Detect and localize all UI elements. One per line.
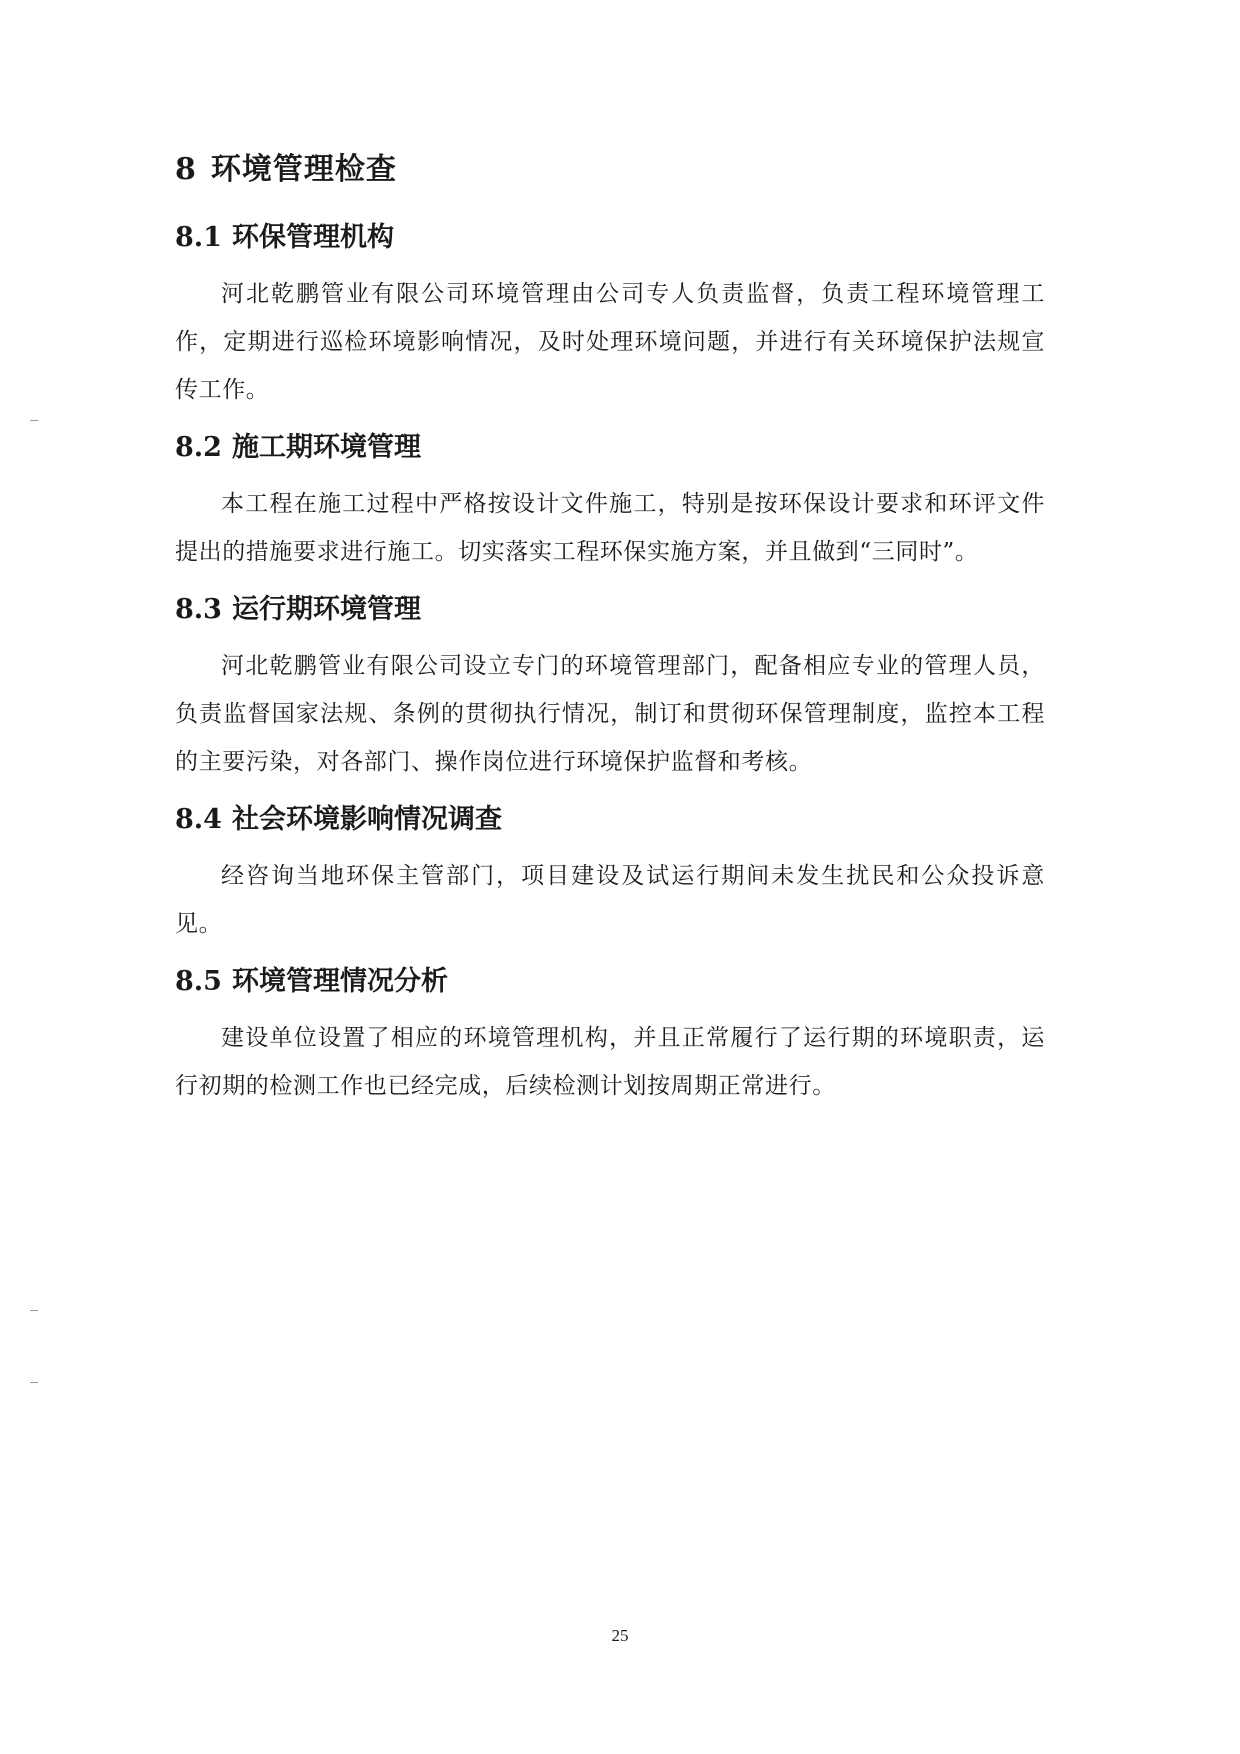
section-paragraph: 河北乾鹏管业有限公司环境管理由公司专人负责监督，负责工程环境管理工作，定期进行巡检环境影响情况，及时处理环境问题，并进行有关环境保护法规宣传工作。: [175, 281, 1045, 403]
section-title-text: 运行期环境管理: [231, 594, 421, 625]
section-paragraph: 经咨询当地环保主管部门，项目建设及试运行期间未发生扰民和公众投诉意见。: [175, 863, 1045, 937]
section-title: [175, 800, 1045, 840]
section-number: 8.2: [175, 432, 222, 463]
section-number: 8.1: [175, 222, 222, 253]
section-number: 8.4: [175, 804, 222, 835]
scan-mark: [30, 1382, 38, 1383]
section-8-5: [175, 962, 1045, 1110]
section-title-text: 社会环境影响情况调查: [231, 804, 502, 835]
section-title: [175, 428, 1045, 468]
section-number: 8.5: [175, 966, 222, 997]
document-body: [175, 148, 1045, 1124]
chapter-title: [175, 148, 1045, 192]
section-title-text: 环保管理机构: [231, 222, 394, 253]
section-title: [175, 590, 1045, 630]
section-8-4: [175, 800, 1045, 948]
chapter-title-text: 环境管理检查: [210, 152, 397, 187]
section-title-text: 环境管理情况分析: [231, 966, 448, 997]
section-8-1: [175, 218, 1045, 414]
scan-mark: [30, 420, 38, 421]
chapter-number: 8: [175, 152, 197, 187]
section-paragraph: 建设单位设置了相应的环境管理机构，并且正常履行了运行期的环境职责，运行初期的检测工作也已经完成，后续检测计划按周期正常进行。: [175, 1025, 1045, 1099]
page-number: 25: [611, 1626, 629, 1645]
section-paragraph: 本工程在施工过程中严格按设计文件施工，特别是按环保设计要求和环评文件提出的措施要求进行施工。切实落实工程环保实施方案，并且做到“三同时”。: [175, 491, 1045, 565]
section-title-text: 施工期环境管理: [231, 432, 421, 463]
section-number: 8.3: [175, 594, 222, 625]
section-8-3: [175, 590, 1045, 786]
scan-mark: [30, 1310, 38, 1311]
section-title: [175, 218, 1045, 258]
section-8-2: [175, 428, 1045, 576]
section-paragraph: 河北乾鹏管业有限公司设立专门的环境管理部门，配备相应专业的管理人员，负责监督国家法规、条例的贯彻执行情况，制订和贯彻环保管理制度，监控本工程的主要污染，对各部门、操作岗位进行环境保护监督和考核。: [175, 653, 1045, 775]
section-title: [175, 962, 1045, 1002]
